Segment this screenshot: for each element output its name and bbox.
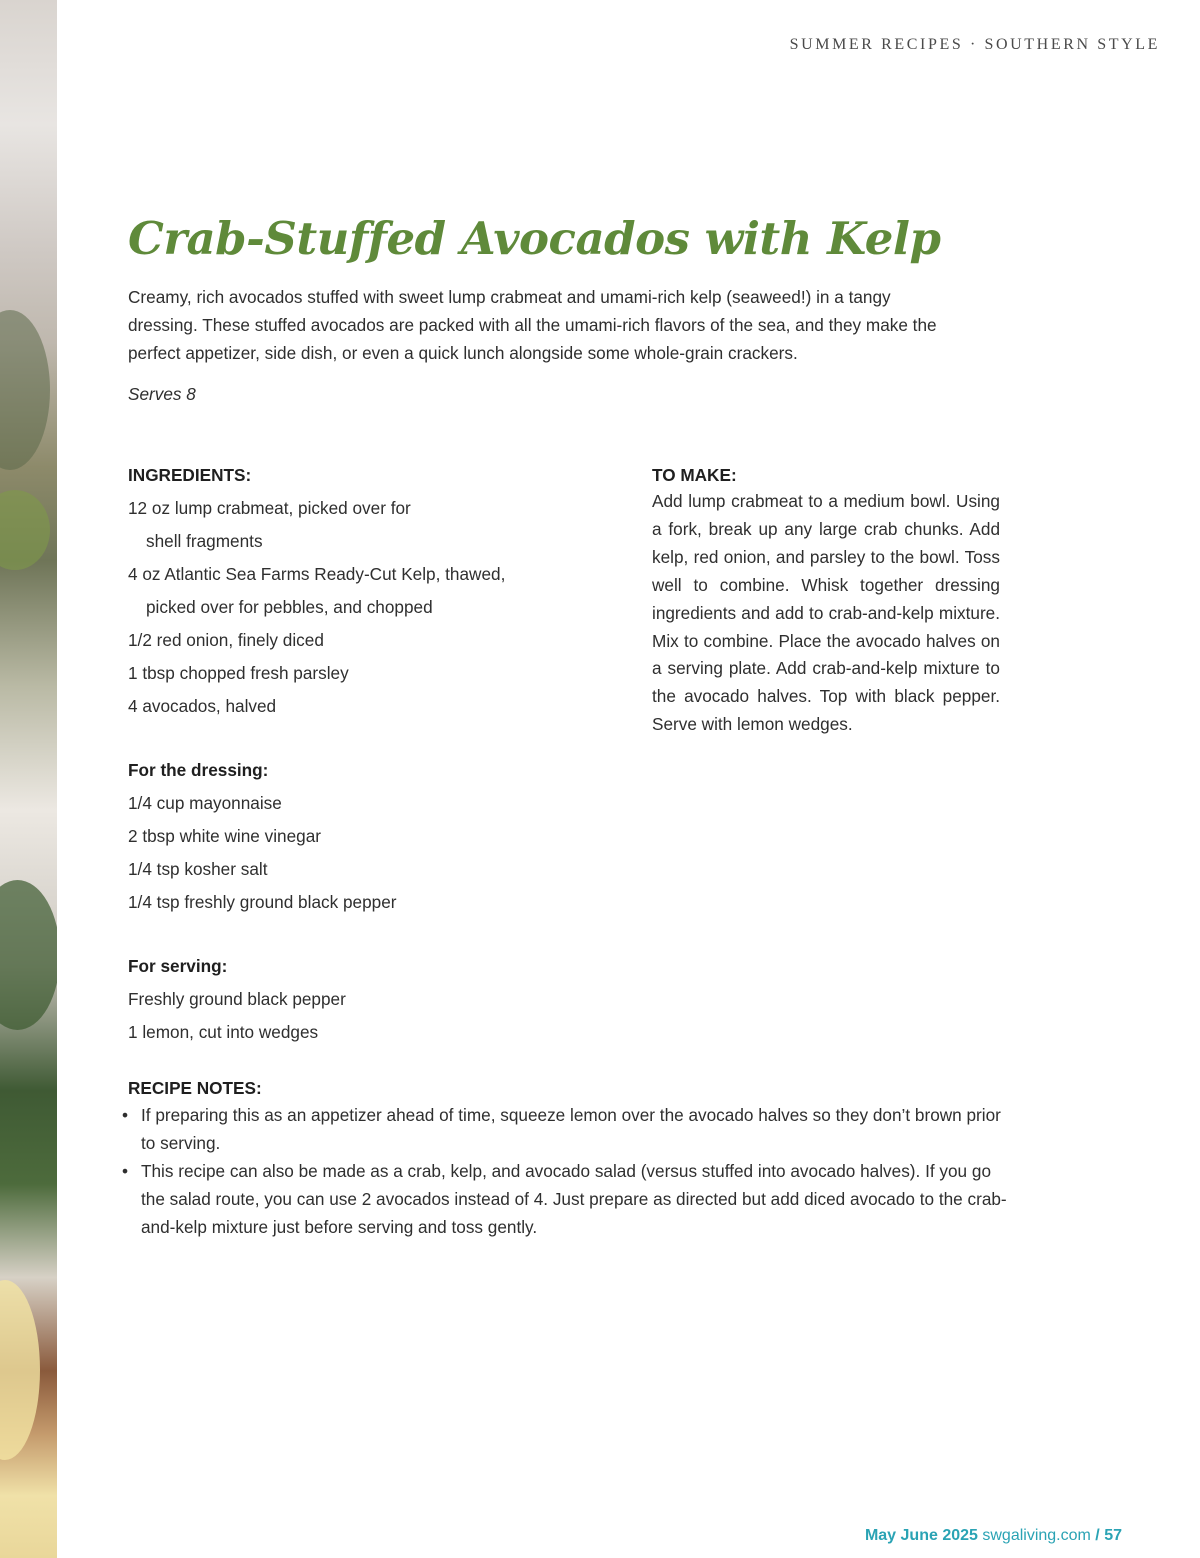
servings-note: Serves 8 (128, 384, 196, 404)
note-item (122, 1101, 1008, 1157)
bullet-icon: • (122, 1161, 129, 1181)
section-kicker: SUMMER RECIPES · SOUTHERN STYLE (789, 36, 1160, 53)
food-photo-strip (0, 0, 57, 1558)
recipe-notes (122, 1075, 1008, 1241)
dressing-item: 1/4 cup mayonnaise (128, 793, 282, 813)
note-text: This recipe can also be made as a crab, kelp, and avocado salad (versus stuffed into avocado halves). If you go the salad route, you can use 2 avocados instead of 4. Just prepare as directed but add diced avocado to the crab-and-kelp mixture just before serving and toss gently. (141, 1161, 1007, 1237)
ingredients-list (128, 492, 578, 723)
dressing-item: 1/4 tsp freshly ground black pepper (128, 892, 397, 912)
dressing-item: 2 tbsp white wine vinegar (128, 826, 321, 846)
ingredient-item: 4 oz Atlantic Sea Farms Ready-Cut Kelp, thawed, (128, 564, 506, 584)
ingredient-item: 1/2 red onion, finely diced (128, 630, 324, 650)
website-link[interactable]: swgaliving.com (982, 1527, 1091, 1544)
note-text: If preparing this as an appetizer ahead of time, squeeze lemon over the avocado halves so they don’t brown prior to serving. (141, 1105, 1001, 1153)
recipe-title: Crab-Stuffed Avocados with Kelp (128, 212, 941, 265)
serving-heading: For serving: (128, 956, 228, 976)
recipe-intro: Creamy, rich avocados stuffed with sweet lump crabmeat and umami-rich kelp (seaweed!) in a tangy dressing. These stuffed avocados are packed with all the umami-rich flavors of the sea, and they make the perfect appetizer, side dish, or even a quick lunch alongside some whole-grain crackers. (128, 287, 937, 363)
serving-item: Freshly ground black pepper (128, 989, 346, 1009)
ingredients-column (128, 462, 578, 1049)
note-item (122, 1157, 1008, 1241)
directions-text: Add lump crabmeat to a medium bowl. Using a fork, break up any large crab chunks. Add kelp, red onion, and parsley to the bowl. Toss well to combine. Whisk together dressing ingredients and add to crab-and-kelp mixture. Mix to combine. Place the avocado halves on a serving plate. Add crab-and-kelp mixture to the avocado halves. Top with black pepper. Serve with lemon wedges. (652, 491, 1000, 735)
ingredients-heading: INGREDIENTS: (128, 465, 252, 485)
issue-date: May June 2025 (864, 1527, 978, 1544)
ingredient-item-continuation: shell fragments (146, 531, 263, 551)
serving-item: 1 lemon, cut into wedges (128, 1022, 319, 1042)
ingredient-item: 1 tbsp chopped fresh parsley (128, 663, 349, 683)
dressing-item: 1/4 tsp kosher salt (128, 859, 268, 879)
page-number: 57 (1104, 1527, 1122, 1544)
page-footer (865, 1527, 1122, 1545)
to-make-heading: TO MAKE: (652, 465, 737, 485)
recipe-notes-heading: RECIPE NOTES: (128, 1078, 262, 1098)
ingredient-item: 12 oz lump crabmeat, picked over for (128, 498, 411, 518)
ingredient-item: 4 avocados, halved (128, 696, 277, 716)
directions-column (652, 462, 1000, 739)
ingredient-item-continuation: picked over for pebbles, and chopped (146, 597, 433, 617)
serving-list (128, 983, 578, 1049)
recipe-notes-list (122, 1101, 1008, 1241)
dressing-list (128, 787, 578, 919)
bullet-icon: • (122, 1105, 129, 1125)
dressing-heading: For the dressing: (128, 760, 269, 780)
page-separator: / (1095, 1527, 1100, 1544)
